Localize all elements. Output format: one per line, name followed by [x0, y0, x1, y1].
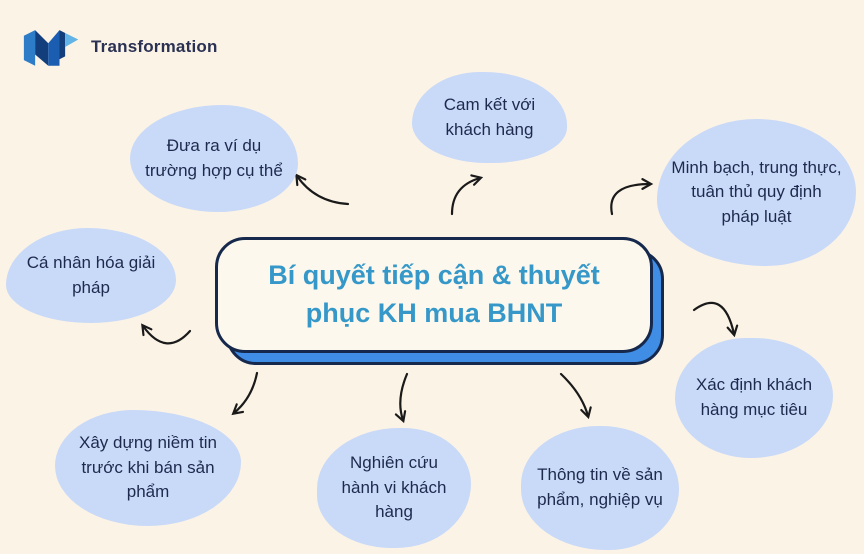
arrow-to-ca-nhan-hoa — [143, 326, 190, 343]
bubble-minh-bach — [657, 119, 856, 266]
bubble-ca-nhan-hoa — [6, 228, 176, 323]
bubble-dua-ra-vi-du — [130, 105, 298, 212]
central-topic-title: Bí quyết tiếp cận & thuyết phục KH mua BHNT — [268, 260, 600, 328]
arrow-to-nghien-cuu — [400, 374, 407, 420]
bubble-label: Nghiên cứu hành vi khách hàng — [341, 453, 447, 522]
arrow-to-thong-tin — [561, 374, 588, 416]
central-topic — [215, 237, 653, 353]
bubble-xay-dung — [55, 410, 241, 526]
bubble-nghien-cuu — [317, 428, 471, 548]
arrow-to-minh-bach — [611, 184, 650, 214]
mp-logo-icon — [22, 28, 82, 66]
bubble-label: Cam kết với khách hàng — [443, 94, 536, 139]
bubble-thong-tin — [521, 426, 679, 550]
arrow-to-dua-ra-vi-du — [297, 176, 348, 204]
arrow-to-xay-dung — [234, 373, 257, 413]
central-topic-box — [215, 237, 653, 353]
bubble-label: Xác định khách hàng mục tiêu — [695, 375, 813, 419]
bubble-label: Cá nhân hóa giải pháp — [26, 252, 156, 297]
mp-transformation-logo — [22, 28, 218, 66]
arrow-to-cam-ket — [452, 178, 480, 214]
bubble-label: Thông tin về sản phẩm, nghiệp vụ — [537, 465, 663, 509]
arrow-to-xac-dinh — [694, 303, 734, 334]
bubble-xac-dinh — [675, 338, 833, 458]
bubble-cam-ket — [412, 72, 567, 163]
bubble-label: Minh bạch, trung thực, tuân thủ quy định pháp luật — [671, 157, 842, 226]
bubble-label: Xây dựng niềm tin trước khi bán sản phẩm — [78, 433, 217, 502]
logo-wordmark: Transformation — [91, 37, 218, 56]
bubble-label: Đưa ra ví dụ trường hợp cụ thể — [145, 135, 283, 180]
